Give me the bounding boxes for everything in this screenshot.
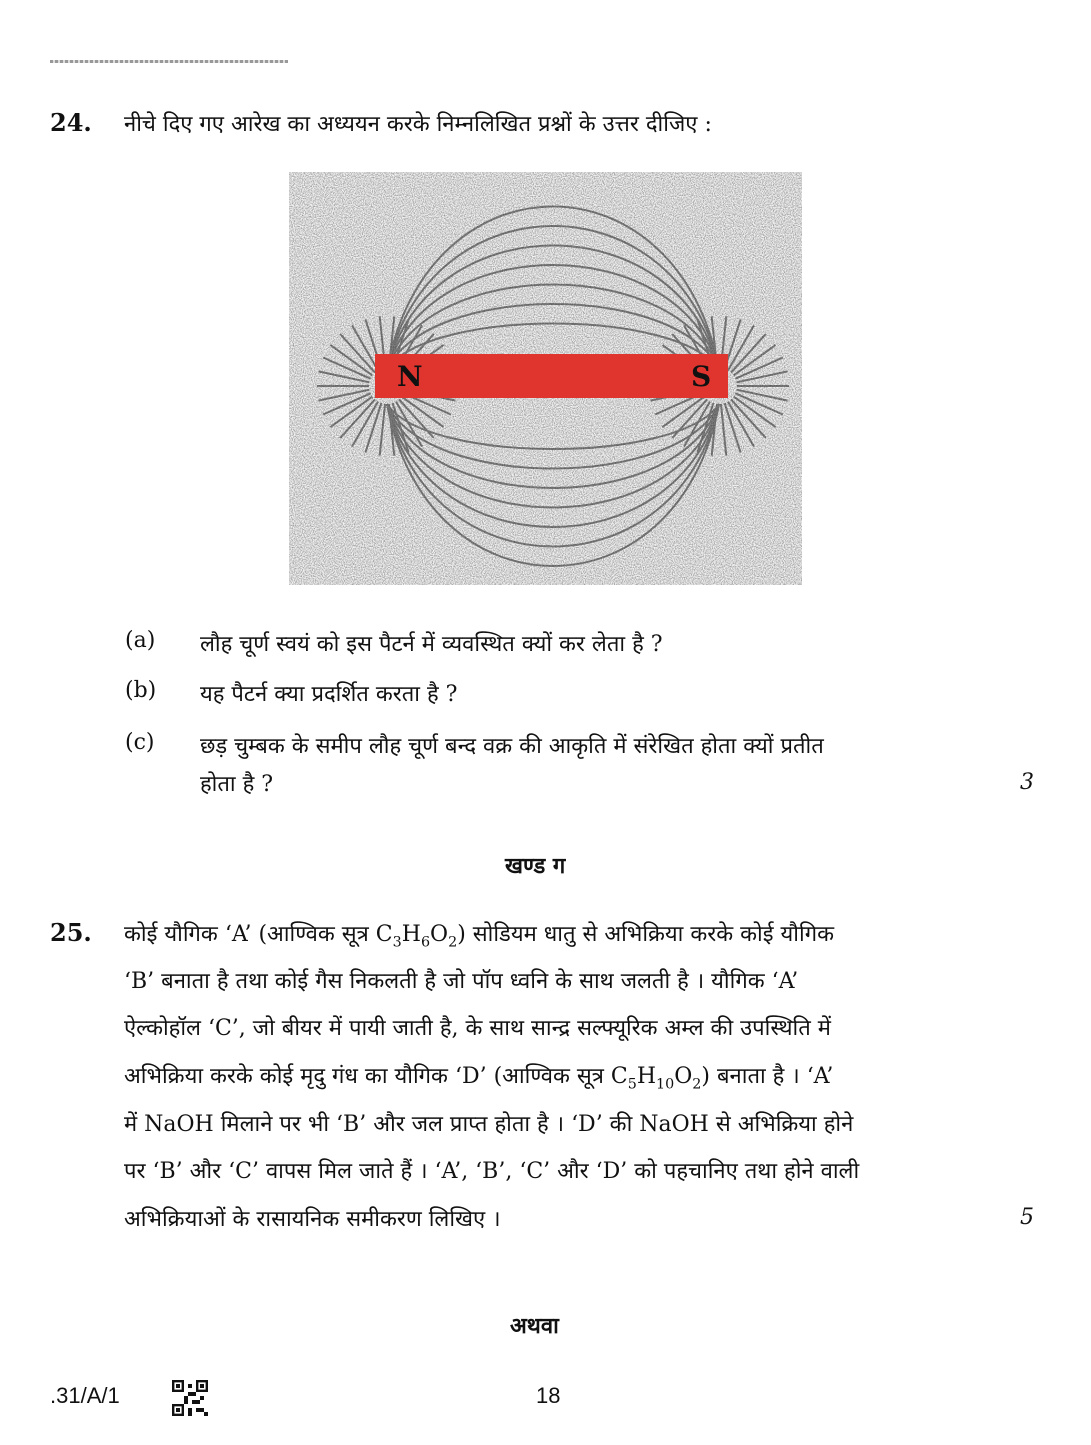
marks-q25: 5	[1020, 1205, 1034, 1230]
bar-magnet-field-figure	[289, 172, 802, 585]
question-number: 24.	[50, 108, 92, 137]
q25-line-2: ‘B’ बनाता है तथा कोई गैस निकलती है जो पॉप ध्वनि के साथ जलती है । यौगिक ‘A’	[124, 969, 799, 994]
header-rule	[50, 60, 288, 63]
q25-line-3: ऐल्कोहॉल ‘C’, जो बीयर में पायी जाती है, के साथ सान्द्र सल्फ्यूरिक अम्ल की उपस्थिति में	[124, 1016, 831, 1041]
marks-q24: 3	[1020, 770, 1034, 795]
qr-code-icon	[172, 1380, 208, 1416]
north-pole-label: N	[397, 360, 423, 393]
q25-line-6: पर ‘B’ और ‘C’ वापस मिल जाते हैं । ‘A’, ‘B’, ‘C’ और ‘D’ को पहचानिए तथा होने वाली	[124, 1159, 860, 1184]
bar-magnet	[375, 354, 728, 398]
part-b-label: (b)	[125, 678, 157, 703]
part-a-label: (a)	[125, 628, 156, 653]
q25-line-4: अभिक्रिया करके कोई मृदु गंध का यौगिक ‘D’ (आण्विक सूत्र $C_5H_{10}O_2$) बनाता है । ‘A’	[124, 1064, 834, 1093]
q25-line-5: में NaOH मिलाने पर भी ‘B’ और जल प्राप्त होता है । ‘D’ की NaOH से अभिक्रिया होने	[124, 1112, 854, 1137]
south-pole-label: S	[691, 360, 712, 393]
section-heading: खण्ड ग	[505, 853, 566, 879]
q25-line-1: कोई यौगिक ‘A’ (आण्विक सूत्र $C_3H_6O_2$) सोडियम धातु से अभिक्रिया करके कोई यौगिक	[124, 922, 834, 951]
part-b-text: यह पैटर्न क्या प्रदर्शित करता है ?	[200, 682, 458, 707]
part-c-label: (c)	[125, 730, 155, 755]
part-a-text: लौह चूर्ण स्वयं को इस पैटर्न में व्यवस्थित क्यों कर लेता है ?	[200, 632, 663, 657]
question-number: 25.	[50, 918, 92, 947]
question-prompt: नीचे दिए गए आरेख का अध्ययन करके निम्नलिखित प्रश्नों के उत्तर दीजिए :	[124, 112, 712, 137]
page-number: 18	[536, 1383, 561, 1408]
part-c-text-line2: होता है ?	[200, 772, 274, 797]
or-heading: अथवा	[510, 1313, 559, 1339]
q25-line-7: अभिक्रियाओं के रासायनिक समीकरण लिखिए ।	[124, 1207, 501, 1232]
paper-code: .31/A/1	[50, 1383, 120, 1408]
part-c-text-line1: छड़ चुम्बक के समीप लौह चूर्ण बन्द वक्र की आकृति में संरेखित होता क्यों प्रतीत	[200, 734, 824, 759]
